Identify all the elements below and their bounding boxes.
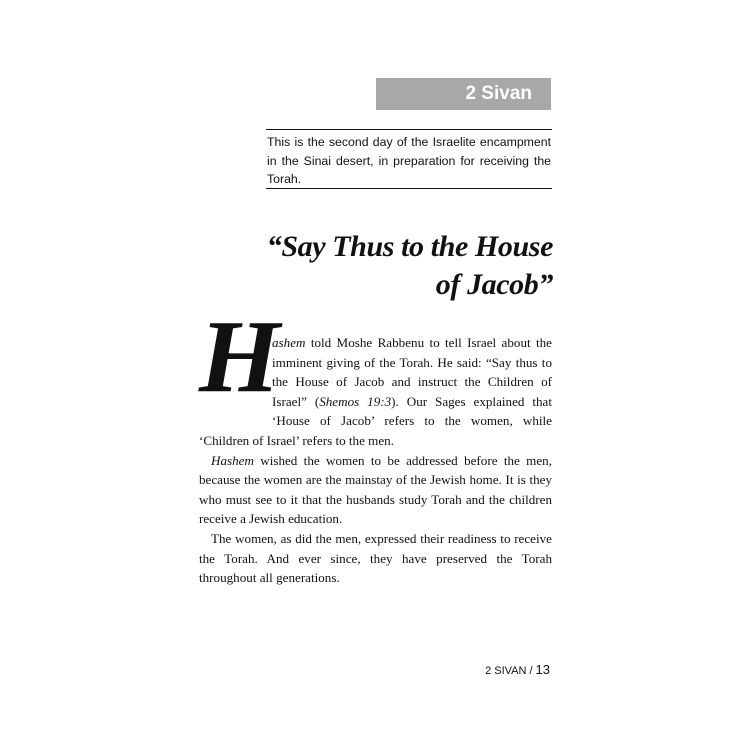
- paragraph-2: [199, 451, 552, 529]
- paragraph-3: The women, as did the men, expressed their readiness to receive the Torah. And ever since, they have preserved the Torah throughout all generations.: [199, 530, 552, 586]
- body-text: [199, 299, 553, 588]
- page-number: 13: [535, 662, 550, 677]
- intro-top-rule: [266, 129, 552, 130]
- title-line-2: of Jacob”: [435, 268, 553, 301]
- paragraph-1: [199, 299, 553, 451]
- date-banner: [376, 78, 551, 110]
- p1-hashem: ashem: [272, 335, 306, 350]
- date-title: 2 Sivan: [465, 83, 532, 104]
- p1-text-a: told Moshe Rabbenu to tell Israel about the imminent giving of the Torah. He said: “Say thus to the House of Jacob and instruct the Children of Israel” (: [272, 335, 552, 409]
- drop-cap: H: [199, 299, 280, 414]
- intro-bottom-rule: [266, 188, 552, 189]
- page-footer: [485, 662, 550, 677]
- p1-text-b: ). Our Sages explained that ‘House of Jacob’ refers to the women, while ‘Children of Israel’ refers to the men.: [199, 393, 553, 448]
- p2-hashem: Hashem: [211, 452, 254, 468]
- title-line-1: “Say Thus to the House: [266, 230, 553, 263]
- p1-citation: Shemos 19:3: [319, 393, 392, 409]
- footer-separator: /: [529, 665, 533, 677]
- intro-text: This is the second day of the Israelite encampment in the Sinai desert, in preparation for receiving the Torah.: [267, 135, 551, 187]
- page-title: [200, 228, 553, 304]
- running-head: 2 SIVAN: [485, 665, 527, 677]
- p2-text: wished the women to be addressed before the men, because the women are the mainstay of the Jewish home. It is they who must see to it that the husbands study Torah and the children receive a Jewish education.: [199, 452, 552, 527]
